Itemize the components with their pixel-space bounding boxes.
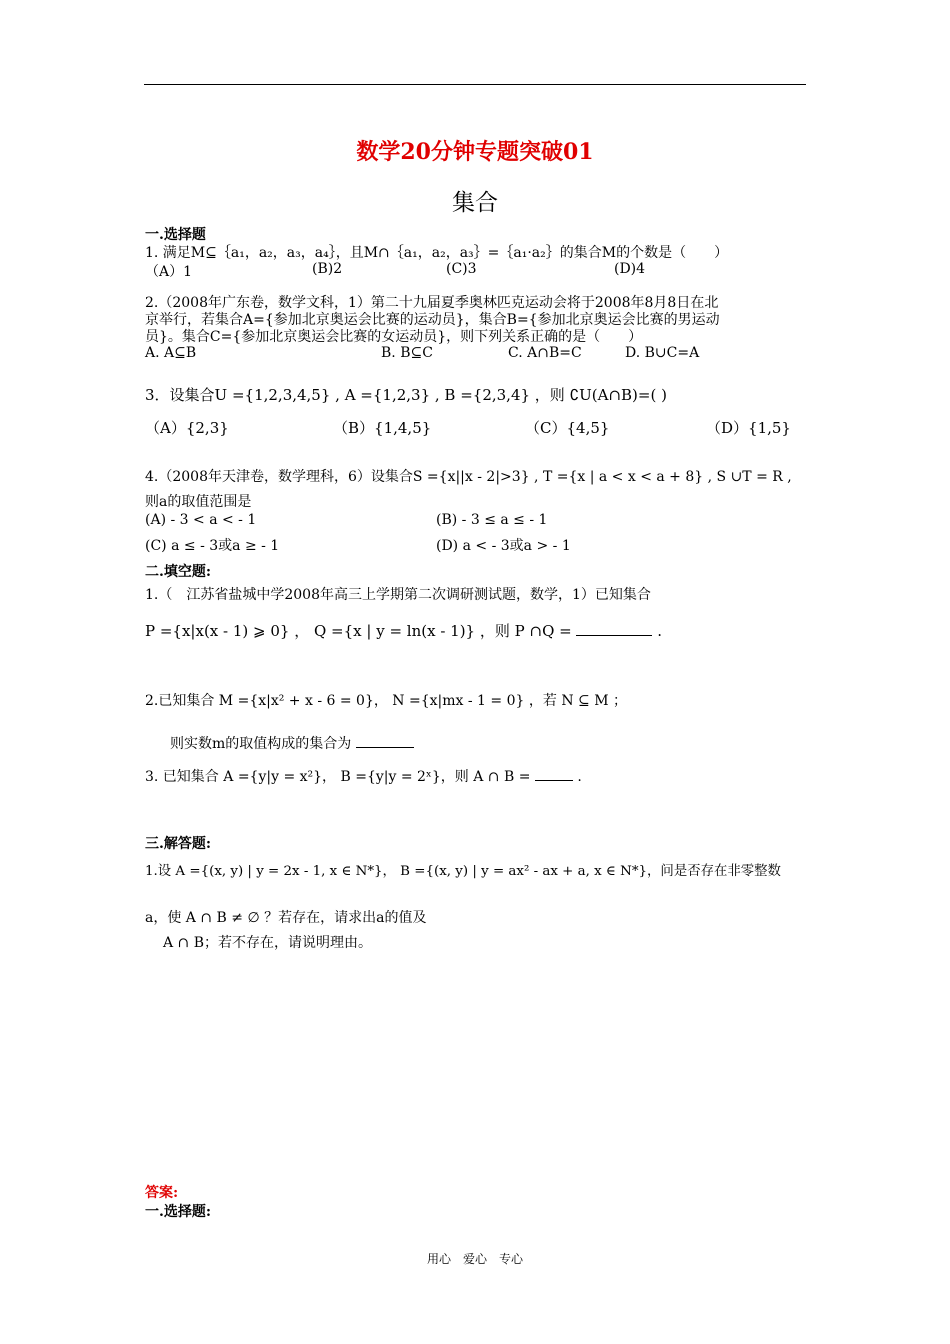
q3-option-c: （C）{4,5} [525, 419, 610, 437]
q3-stem: 3．设集合U ={1,2,3,4,5} , A ={1,2,3} , B ={2,3,4} ，则 ∁U(A∩B)=( ) [145, 386, 667, 404]
q3-option-d: （D）{1,5} [706, 419, 791, 437]
answers-heading: 答案: [145, 1185, 179, 1201]
q1-option-c: (C)3 [446, 261, 477, 277]
solve-q1-line-1: 1.设 A ={(x, y) | y = 2x - 1, x ∈ N*}， B ={(x, y) | y = ax² - ax + a, x ∈ N*}，问是否存在非零整数 [145, 864, 781, 879]
page-footer: 用心 爱心 专心 [426, 1252, 523, 1266]
q4-option-b: (B) - 3 ≤ a ≤ - 1 [436, 512, 548, 528]
q2-line-2: 京举行，若集合A={参加北京奥运会比赛的运动员}，集合B={参加北京奥运会比赛的男运动 [145, 312, 720, 328]
q2-line-1: 2.（2008年广东卷，数学文科，1）第二十九届夏季奥林匹克运动会将于2008年8月8日在北 [145, 295, 719, 311]
fill-q1-line-1: 1.（ 江苏省盐城中学2008年高三上学期第二次调研测试题，数学，1）已知集合 [145, 587, 651, 603]
q2-option-c: C. A∩B=C [508, 345, 582, 361]
fill-q1-end: . [657, 622, 663, 640]
q4-option-c: (C) a ≤ - 3或a ≥ - 1 [145, 538, 280, 554]
fill-q3-end: . [577, 769, 582, 785]
q1-option-b: (B)2 [312, 261, 343, 277]
section-solve-heading: 三.解答题: [145, 836, 212, 852]
fill-q2-answer-blank[interactable] [356, 733, 414, 748]
fill-q1-answer-blank[interactable] [576, 621, 652, 636]
solve-q1-line-3: A ∩ B；若不存在，请说明理由。 [163, 935, 373, 951]
section-choice-heading: 一.选择题 [145, 227, 206, 243]
doc-title: 数学20分钟专题突破01 [356, 139, 594, 165]
solve-q1-line-2: a，使 A ∩ B ≠ ∅ ？若存在，请求出a的值及 [145, 910, 427, 926]
q3-option-b: （B）{1,4,5} [333, 419, 432, 437]
q1-stem: 1. 满足M⊆｛a₁，a₂，a₃，a₄｝，且M∩｛a₁，a₂，a₃｝=｛a₁·a₂｝的集合M的个数是（ ） [145, 245, 729, 261]
q2-option-d: D. B∪C=A [625, 345, 700, 361]
fill-q1-line-2 [145, 620, 662, 641]
q4-option-a: (A) - 3 < a < - 1 [145, 512, 257, 528]
fill-q3-text: 3. 已知集合 A ={y|y = x²}， B ={y|y = 2ˣ}，则 A ∩ B = [145, 769, 531, 785]
q1-option-d: (D)4 [614, 261, 646, 277]
fill-q2-line-2 [170, 733, 414, 753]
fill-q3-answer-blank[interactable] [535, 766, 573, 781]
q4-option-d: (D) a < - 3或a > - 1 [436, 538, 571, 554]
q2-option-b: B. B⊆C [381, 345, 433, 361]
header-rule [144, 84, 806, 85]
section-fill-heading: 二.填空题: [145, 564, 212, 580]
fill-q2-text: 则实数m的取值构成的集合为 [170, 736, 352, 752]
q2-line-3: 员}。集合C={参加北京奥运会比赛的女运动员}，则下列关系正确的是（ ） [145, 329, 643, 345]
q4-stem: 4.（2008年天津卷，数学理科，6）设集合S ={x||x - 2|>3} , T ={x | a < x < a + 8} , S ∪T = R , [145, 469, 792, 485]
q1-option-a: （A）1 [145, 264, 193, 280]
q3-option-a: （A）{2,3} [145, 419, 229, 437]
doc-subtitle: 集合 [452, 190, 498, 216]
fill-q2-line-1: 2.已知集合 M ={x|x² + x - 6 = 0}， N ={x|mx - 1 = 0} ，若 N ⊆ M ； [145, 693, 627, 709]
fill-q3-line-1 [145, 766, 582, 786]
q2-option-a: A. A⊆B [145, 345, 197, 361]
answers-choice-heading: 一.选择题: [145, 1204, 212, 1220]
fill-q1-text: P ={x|x(x - 1) ⩾ 0} ， Q ={x | y = ln(x - 1)} ，则 P ∩Q = [145, 622, 572, 640]
q4-line-2: 则a的取值范围是 [145, 494, 252, 510]
